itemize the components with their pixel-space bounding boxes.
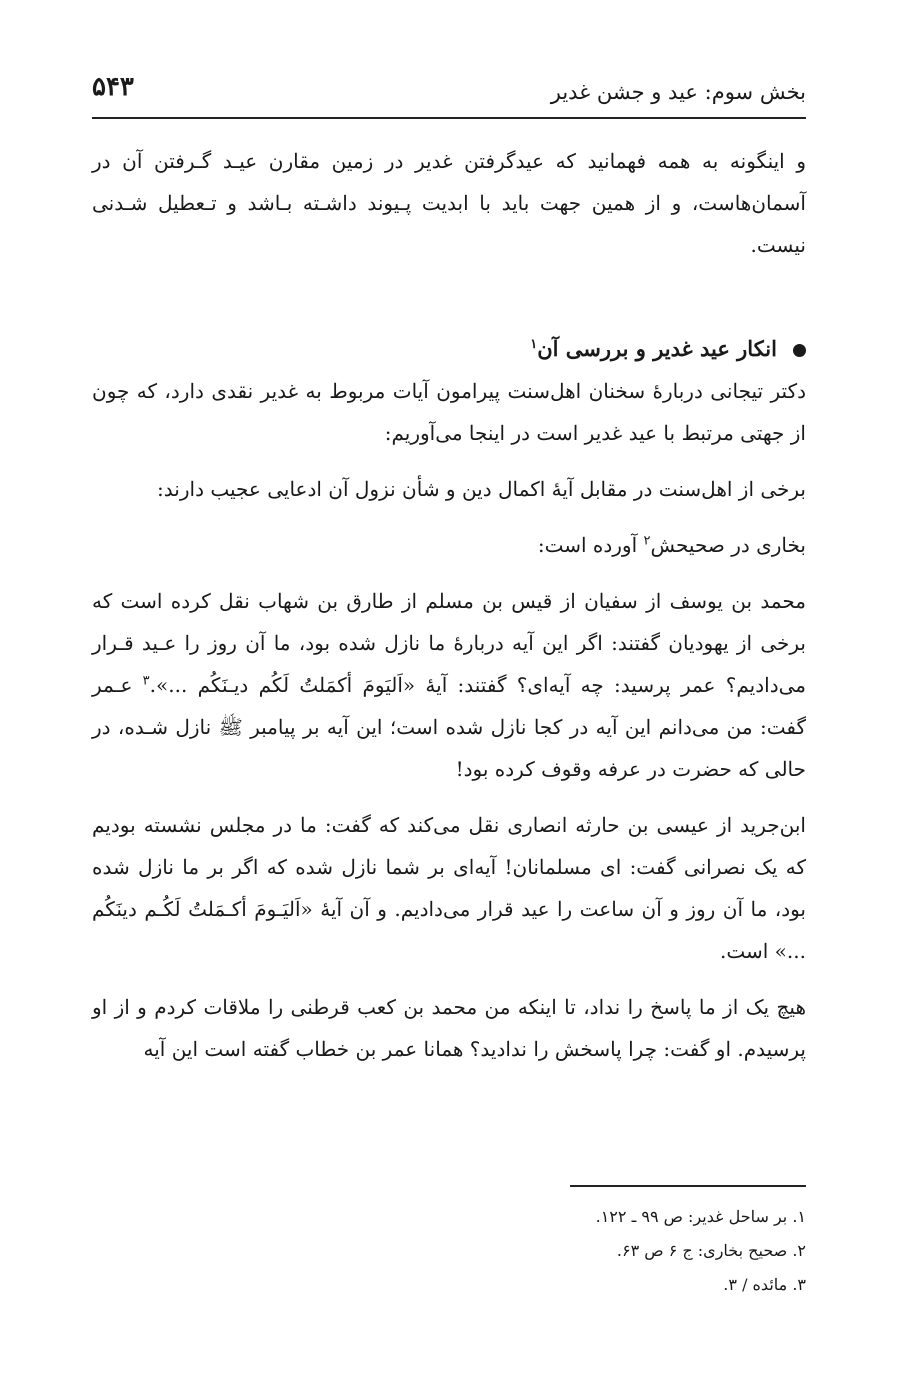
bukhari-text-start: بخاری در صحیحش (650, 533, 806, 557)
paragraph-hadith-1 (92, 580, 806, 790)
body-text (92, 140, 806, 1070)
footnote-1: ۱. بر ساحل غدیر: ص ۹۹ ـ ۱۲۲. (595, 1207, 806, 1226)
bukhari-text-end: آورده است: (537, 533, 644, 557)
section-heading-text: انکار عید غدیر و بررسی آن (537, 336, 777, 361)
paragraph-hadith-3: هیچ یک از ما پاسخ را نداد، تا اینکه من محمد بن کعب قرطنی را ملاقات کردم و از او پرسیدم. او گفت: چرا پاسخش را ندادید؟ همانا عمر بن خطاب گفته است این آیه (92, 995, 806, 1061)
paragraph-intro: و اینگونه به همه فهمانید که عیدگرفتن غدیر در زمین مقارن عیـد گـرفتن آن در آسمان‌هاست، و از همین جهت باید با ابدیت پـیوند داشـته بـاشد و تـعطیل شـدنی نیست. (92, 149, 806, 257)
footnote-3: ۳. مائده / ۳. (723, 1275, 806, 1294)
header-rule (92, 117, 806, 119)
hadith-1-part-a: محمد بن یوسف از سفیان از قیس بن مسلم از طارق بن شهاب نقل کرده است که برخی از یهودیان گفتند: اگر این آیه دربارهٔ ما نازل شده بود، ما آن روز را عـید قـرار می‌دادیم؟ عمر پرسید: چه آیه‌ای؟ گفتند: آیهٔ «اَلیَومَ أکمَلتُ لَکُم دیـنَکُم ...». (92, 589, 807, 697)
footnote-ref-1: ۱ (530, 337, 538, 352)
footnote-2: ۲. صحیح بخاری: ج ۶ ص ۶۳. (616, 1241, 806, 1260)
footnote-ref-2: ۲ (643, 533, 651, 549)
page-number: ۵۴۳ (92, 72, 134, 102)
running-title: بخش سوم: عید و جشن غدیر (550, 80, 806, 104)
footnote-rule (570, 1185, 806, 1187)
footnote-ref-3: ۳ (142, 673, 150, 689)
page-header (92, 72, 806, 104)
section-heading (92, 328, 806, 370)
paragraph-bukhari (92, 524, 806, 566)
hadith-1-part-b: عـمر گفت: من می‌دانم این آیه در کجا نازل شده است؛ این آیه بر پیامبر ﷺ نازل شـده، در حالی که حضرت در عرفه وقوف کرده بود! (92, 673, 806, 781)
bullet-icon (793, 344, 806, 357)
footnotes (406, 1200, 806, 1302)
paragraph-hadith-2: ابن‌جرید از عیسی بن حارثه انصاری نقل می‌کند که گفت: ما در مجلس نشسته بودیم که یک نصرانی گفت: ای مسلمانان! آیه‌ای بر شما نازل شده که اگر بر ما نازل شده بود، ما آن روز و آن ساعت را عید قرار می‌دادیم. و آن آیهٔ «اَلیَـومَ أکـمَلتُ لَکُـم دینَکُم ...» است. (92, 813, 806, 963)
paragraph-quote-intro: برخی از اهل‌سنت در مقابل آیهٔ اکمال دین و شأن نزول آن ادعایی عجیب دارند: (157, 477, 806, 501)
paragraph-tijani: دکتر تیجانی دربارهٔ سخنان اهل‌سنت پیرامون آیات مربوط به غدیر نقدی دارد، که چون از جهتی مرتبط با عید غدیر است در اینجا می‌آوریم: (92, 379, 806, 445)
